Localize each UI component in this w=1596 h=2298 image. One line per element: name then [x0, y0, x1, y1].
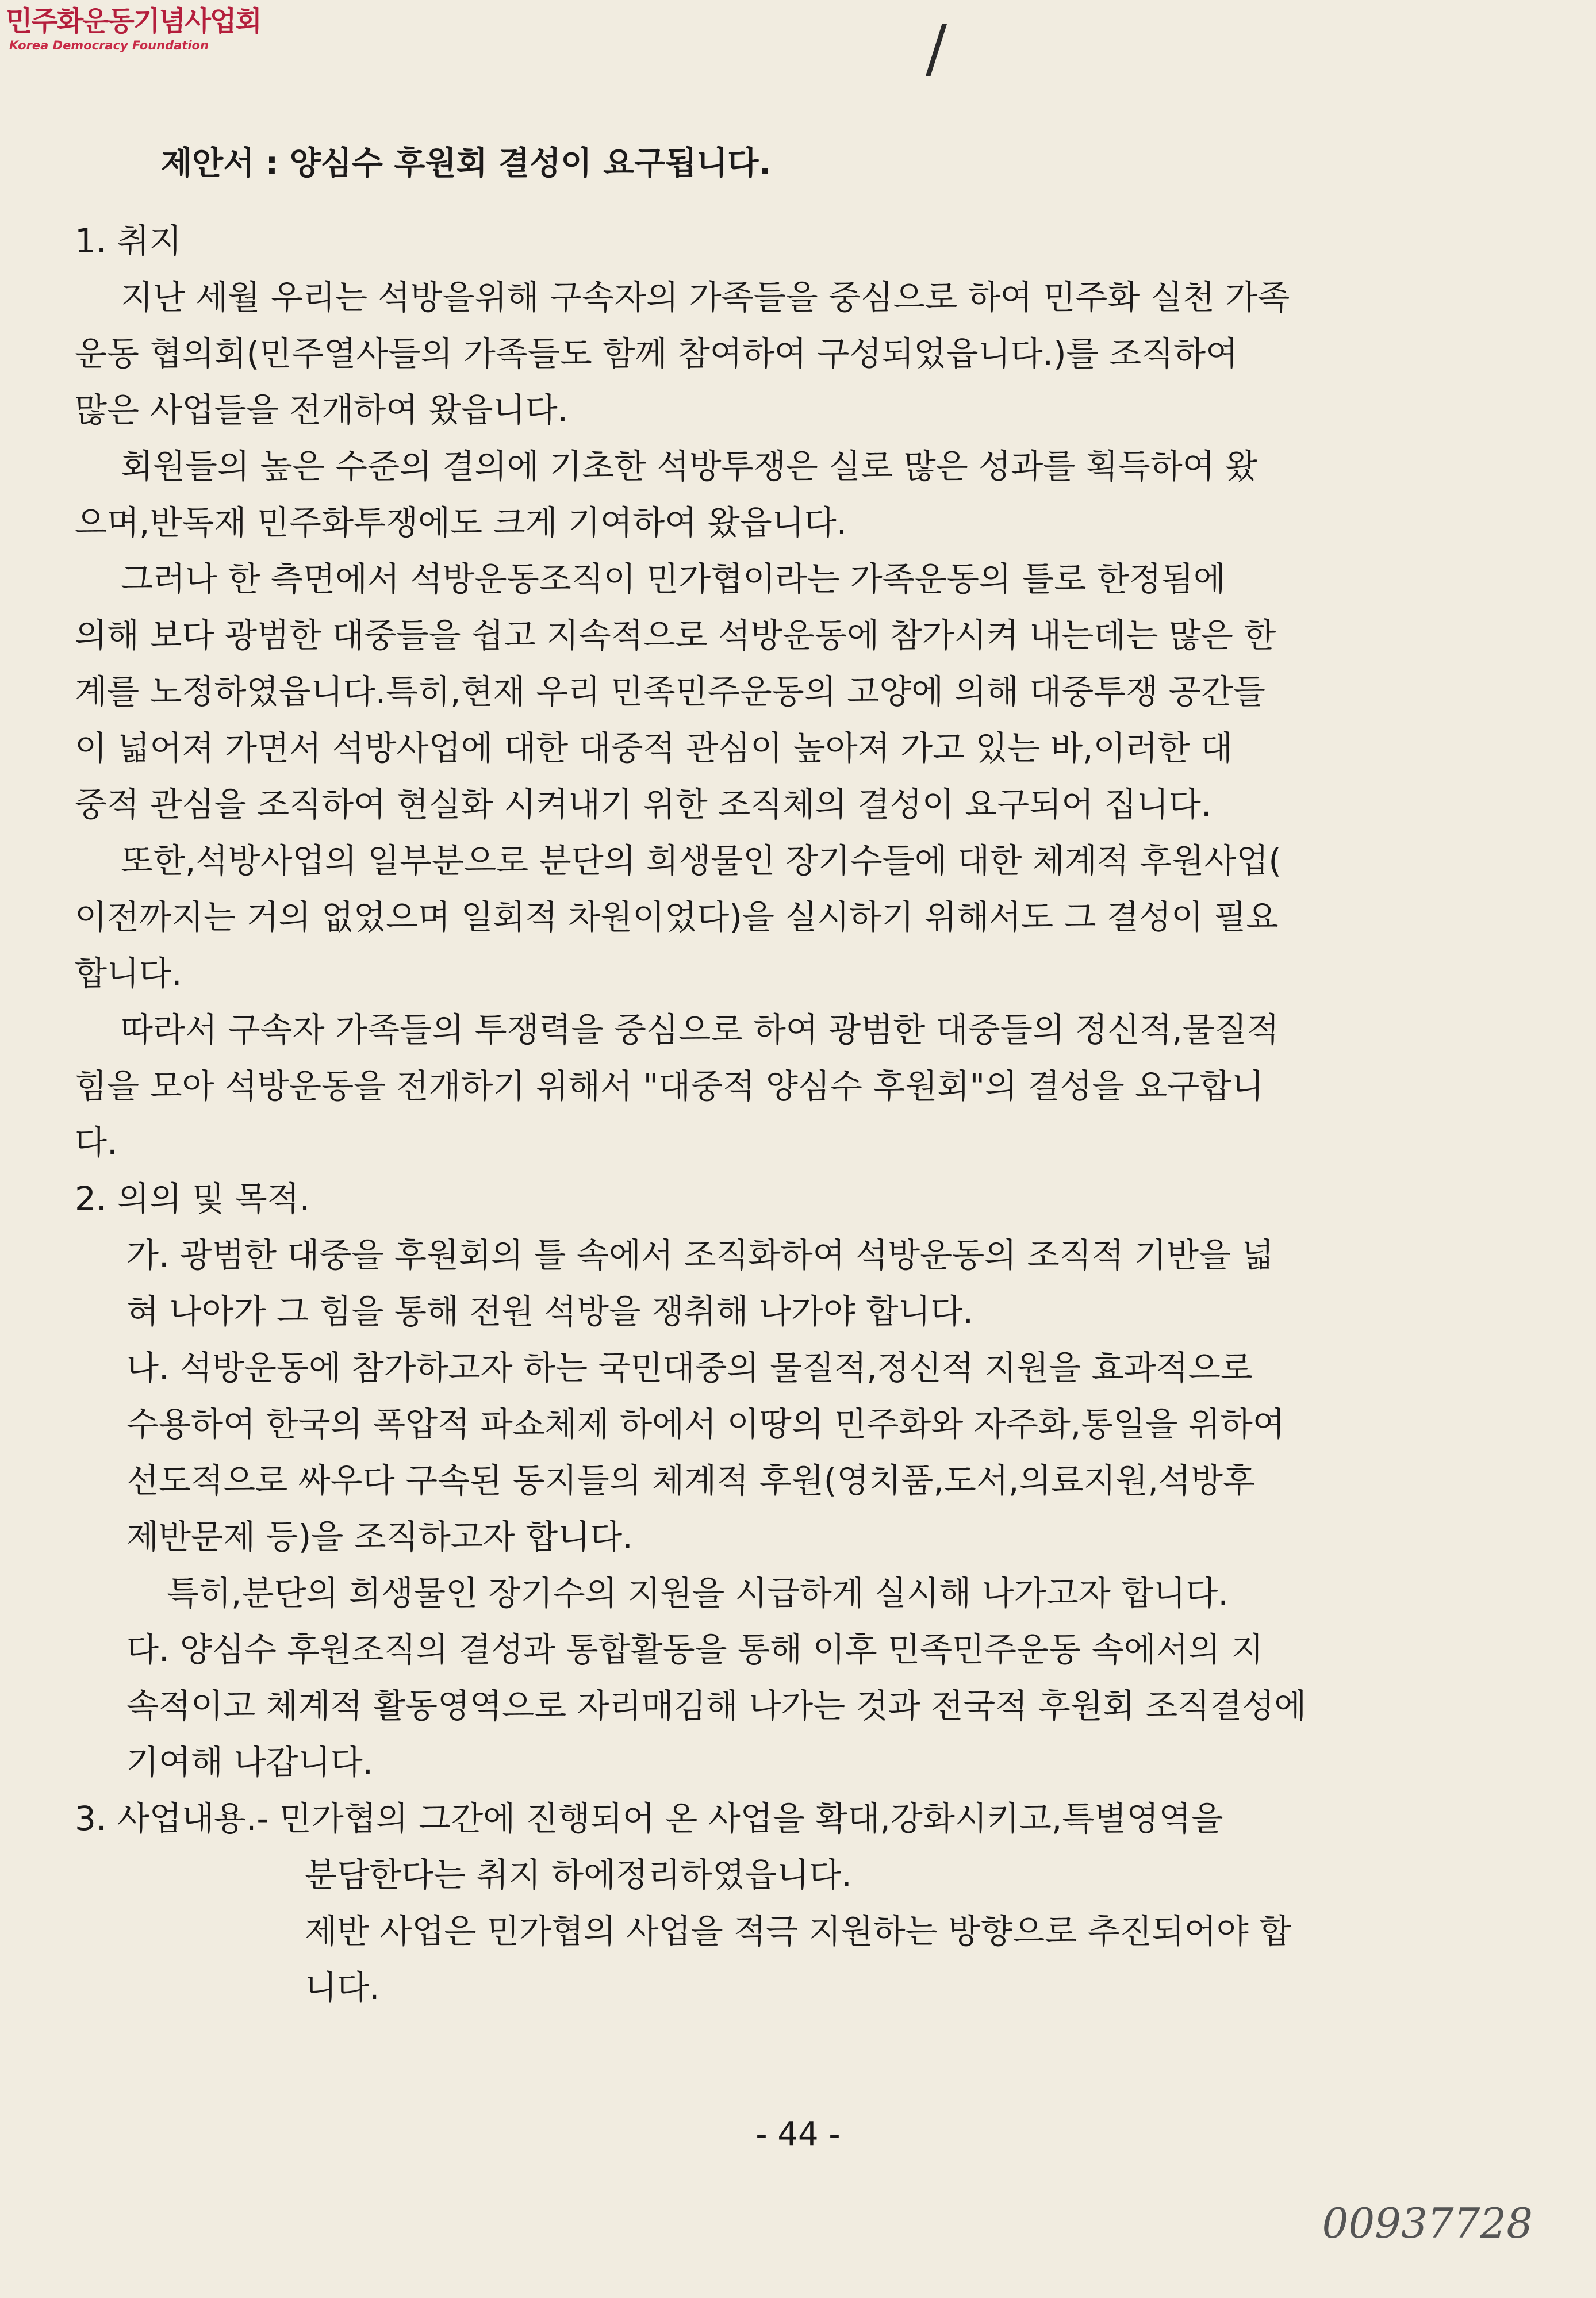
text-line: 그러나 한 측면에서 석방운동조직이 민가협이라는 가족운동의 틀로 한정됨에 — [121, 559, 1226, 599]
text-line: 운동 협의회(민주열사들의 가족들도 함께 참여하여 구성되었읍니다.)를 조직하여 — [75, 334, 1238, 373]
text-line: 의해 보다 광범한 대중들을 쉽고 지속적으로 석방운동에 참가시켜 내는데는 많은 한 — [75, 616, 1276, 655]
text-line: 또한,석방사업의 일부분으로 분단의 희생물인 장기수들에 대한 체계적 후원사업( — [121, 841, 1282, 880]
text-line: 중적 관심을 조직하여 현실화 시켜내기 위한 조직체의 결성이 요구되어 집니다. — [75, 785, 1212, 824]
text-line: 계를 노정하였읍니다.특히,현재 우리 민족민주운동의 고양에 의해 대중투쟁 공간들 — [75, 672, 1265, 711]
text-line: 수용하여 한국의 폭압적 파쇼체제 하에서 이땅의 민주화와 자주화,통일을 위하여 — [126, 1405, 1285, 1444]
text-line: 기여해 나갑니다. — [126, 1743, 374, 1782]
document-title: 제안서 : 양심수 후원회 결성이 요구됩니다. — [161, 145, 771, 182]
text-line: 속적이고 체계적 활동영역으로 자리매김해 나가는 것과 전국적 후원회 조직결성에 — [126, 1686, 1307, 1725]
section-heading: 2. 의의 및 목적. — [75, 1179, 310, 1218]
text-line: 분담한다는 취지 하에정리하였읍니다. — [305, 1855, 852, 1894]
text-line: 나. 석방운동에 참가하고자 하는 국민대중의 물질적,정신적 지원을 효과적으로 — [126, 1348, 1253, 1387]
page-number: - 44 - — [755, 2116, 841, 2153]
text-line: 니다. — [305, 1968, 380, 2007]
text-line: 가. 광범한 대중을 후원회의 틀 속에서 조직화하여 석방운동의 조직적 기반을 넓 — [126, 1236, 1274, 1275]
text-line: 으며,반독재 민주화투쟁에도 크게 기여하여 왔읍니다. — [75, 503, 847, 542]
text-line: 회원들의 높은 수준의 결의에 기초한 석방투쟁은 실로 많은 성과를 획득하여 왔 — [121, 447, 1258, 486]
text-line: 다. — [75, 1123, 118, 1162]
text-line: 선도적으로 싸우다 구속된 동지들의 체계적 후원(영치품,도서,의료지원,석방후 — [126, 1461, 1256, 1500]
watermark-korean: 민주화운동기념사업회 — [6, 5, 261, 37]
text-line: 힘을 모아 석방운동을 전개하기 위해서 "대중적 양심수 후원회"의 결성을 요구합니 — [75, 1066, 1264, 1106]
text-line: 많은 사업들을 전개하여 왔읍니다. — [75, 390, 569, 429]
section-heading: 1. 취지 — [75, 221, 182, 260]
text-line: 합니다. — [75, 954, 182, 993]
text-line: 이 넓어져 가면서 석방사업에 대한 대중적 관심이 높아져 가고 있는 바,이러한 대 — [75, 728, 1233, 768]
watermark-english: Korea Democracy Foundation — [9, 39, 209, 52]
foundation-watermark — [6, 5, 261, 53]
section-heading: 3. 사업내용.- 민가협의 그간에 진행되어 온 사업을 확대,강화시키고,특별영역을 — [75, 1799, 1223, 1838]
text-line: 다. 양심수 후원조직의 결성과 통합활동을 통해 이후 민족민주운동 속에서의 지 — [126, 1630, 1264, 1669]
text-line: 특히,분단의 희생물인 장기수의 지원을 시급하게 실시해 나가고자 합니다. — [167, 1574, 1229, 1613]
text-line: 지난 세월 우리는 석방을위해 구속자의 가족들을 중심으로 하여 민주화 실천 가족 — [121, 278, 1290, 317]
text-line: 제반문제 등)을 조직하고자 합니다. — [126, 1517, 633, 1556]
archive-number: 00937728 — [1322, 2199, 1533, 2247]
document-body — [75, 213, 1455, 2016]
handwritten-page-mark: / — [926, 11, 947, 85]
text-line: 이전까지는 거의 없었으며 일회적 차원이었다)을 실시하기 위해서도 그 결성이 필요 — [75, 897, 1279, 937]
text-line: 따라서 구속자 가족들의 투쟁력을 중심으로 하여 광범한 대중들의 정신적,물질적 — [121, 1010, 1279, 1049]
text-line: 제반 사업은 민가협의 사업을 적극 지원하는 방향으로 추진되어야 합 — [305, 1912, 1292, 1951]
text-line: 혀 나아가 그 힘을 통해 전원 석방을 쟁취해 나가야 합니다. — [126, 1292, 974, 1331]
